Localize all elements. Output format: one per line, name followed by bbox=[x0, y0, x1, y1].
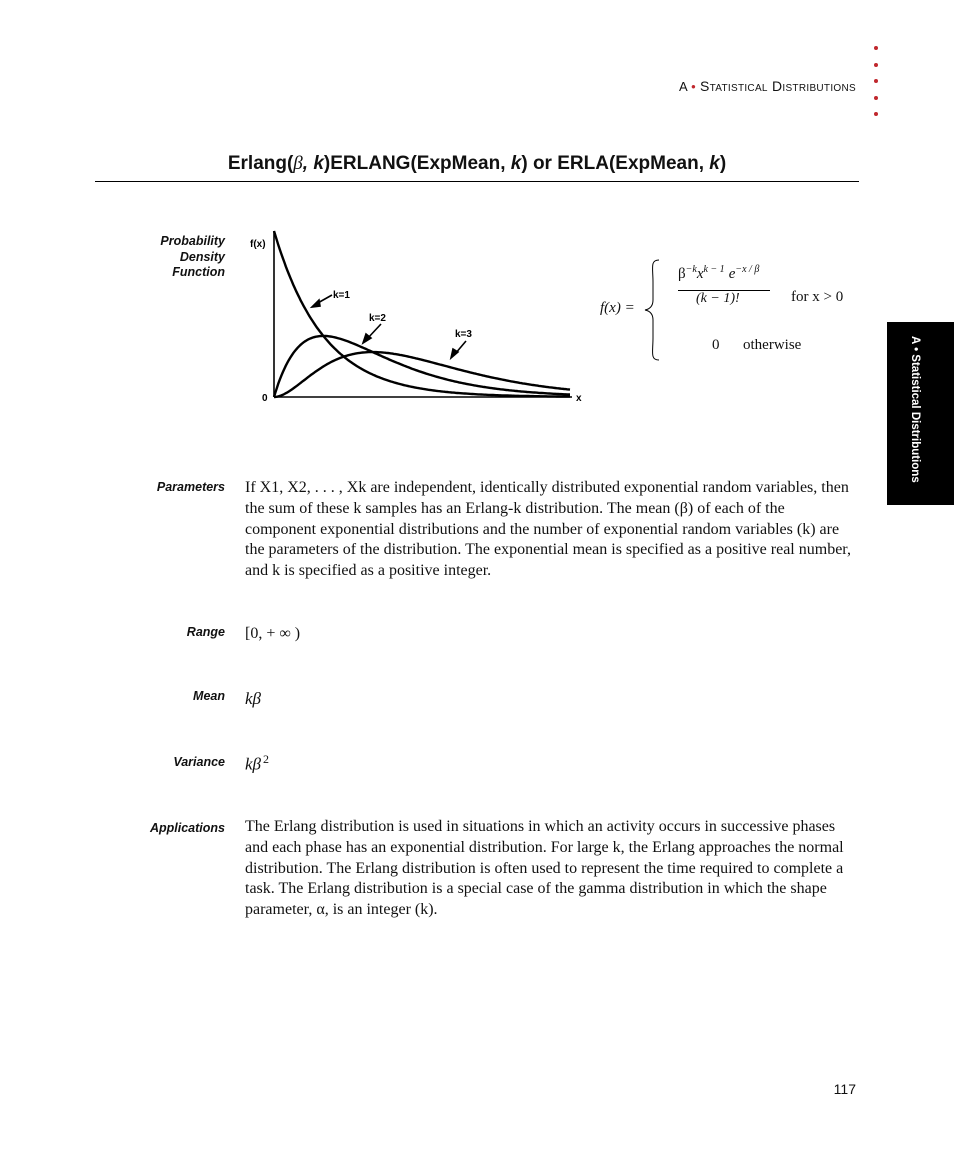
decorative-dots bbox=[874, 46, 880, 129]
parameters-label: Parameters bbox=[156, 480, 225, 494]
parameters-text: If X1, X2, . . . , Xk are independent, identically distributed exponential random variables, then the sum of these k samples has an Erlang-k distribution. The mean (β) of each of the component exponential distributions and the number of exponential random variables (k) are the parameters of the distribution. The exponential mean is specified as a positive real number, and k is specified as a positive integer. bbox=[245, 479, 851, 580]
range-value: [0, + ∞ ) bbox=[245, 625, 301, 642]
side-tab-label: A • Statistical Distributions bbox=[909, 336, 921, 483]
formula-case2-value: 0 bbox=[712, 337, 720, 353]
header-bullet: • bbox=[691, 79, 697, 94]
pdf-chart bbox=[250, 223, 592, 408]
chart-curves bbox=[274, 231, 570, 397]
applications-label: Applications bbox=[149, 821, 225, 835]
variance-label: Variance bbox=[173, 755, 225, 769]
header-letter: A bbox=[678, 79, 688, 94]
page-number: 117 bbox=[833, 1081, 856, 1097]
curve-k=3 bbox=[274, 352, 570, 397]
mean-label: Mean bbox=[193, 689, 225, 703]
mean-value: kβ bbox=[245, 689, 262, 708]
y-axis-label: f(x) bbox=[250, 239, 266, 250]
formula-denominator: (k − 1)! bbox=[696, 291, 740, 306]
series-label-k2: k=2 bbox=[369, 313, 386, 324]
title-beta: β bbox=[293, 153, 303, 174]
formula-numerator: $\beta^{-k}x^{k - 1}$ $e^{-x / \beta}$ bbox=[678, 264, 760, 282]
range-label: Range bbox=[186, 625, 225, 639]
formula-lhs: f(x) = bbox=[600, 300, 635, 316]
variance-value: kβ $^2$ bbox=[245, 752, 270, 774]
x-axis-label: x bbox=[576, 393, 582, 404]
arrow-k3-head bbox=[451, 349, 458, 358]
series-label-k1: k=1 bbox=[333, 290, 350, 301]
pdf-formula bbox=[598, 258, 858, 368]
running-header bbox=[679, 78, 856, 94]
title-rule bbox=[95, 181, 859, 182]
origin-label: 0 bbox=[262, 393, 268, 404]
arrow-k1-head bbox=[312, 300, 320, 307]
series-label-k3: k=3 bbox=[455, 329, 472, 340]
section-side-tab[interactable] bbox=[887, 322, 954, 505]
pdf-label: Probability Density Function bbox=[160, 234, 225, 279]
formula-condition1: for x > 0 bbox=[791, 289, 844, 305]
formula-brace bbox=[644, 258, 660, 362]
applications-text: The Erlang distribution is used in situations in which an activity occurs in successive phases and each phase has an exponential distribution. For large k, the Erlang approaches the normal distribution. The Erlang distribution is often used to represent the time required to complete a task. The Erlang distribution is a special case of the gamma distribution in which the shape parameter, α, is an integer (k). bbox=[245, 818, 844, 919]
header-section: Statistical Distributions bbox=[699, 78, 856, 94]
formula-case2-condition: otherwise bbox=[743, 337, 802, 353]
page-title: Erlang(β, k)ERLANG(ExpMean, k) or ERLA(ExpMean, k) bbox=[227, 153, 727, 174]
